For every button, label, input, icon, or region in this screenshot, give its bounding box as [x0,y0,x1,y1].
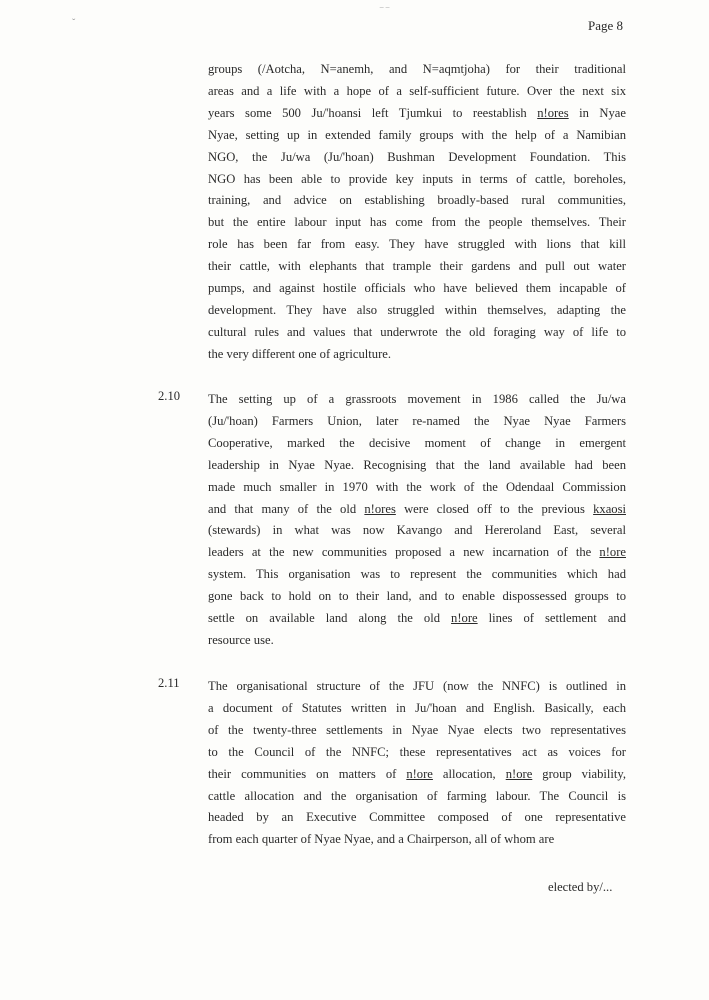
text-segment: leaders at the new communities proposed a new incarnation of the [208,545,600,560]
text-line: a document of Statutes written in Ju/'hoan and English. Basically, each [208,700,626,715]
text-segment: in Nyae [568,105,626,120]
text-line: gone back to hold on to their land, and to enable dispossessed groups to [208,589,626,604]
text-line: training, and advice on establishing broadly-based rural communities, [208,193,626,208]
scan-mark: ˇ [72,18,76,29]
text-line: groups (/Aotcha, N=anemh, and N=aqmtjoha) for their traditional [208,62,626,76]
text-segment: years some 500 Ju/'hoansi left Tjumkui to reestablish [208,105,538,120]
text-line: pumps, and against hostile officials who have believed them incapable of [208,281,626,296]
text-segment: lines of settlement and [477,611,626,626]
underlined-term: n!ore [451,611,478,626]
text-segment: group viability, [532,766,626,781]
text-segment: and that many of the old [208,501,365,516]
underlined-term: n!ore [406,766,433,781]
text-line: from each quarter of Nyae Nyae, and a Chairperson, all of whom are [208,832,555,847]
text-line: (Ju/'hoan) Farmers Union, later re-named the Nyae Nyae Farmers [208,413,626,428]
text-line [208,103,626,125]
text-line: cultural rules and values that underwrote the old foraging way of life to [208,324,626,339]
text-segment: their communities on matters of [208,766,407,781]
text-line: Nyae, setting up in extended family groups with the help of a Namibian [208,127,626,142]
text-line: system. This organisation was to represent the communities which had [208,567,626,582]
scan-mark: ‾ ‾ [380,8,390,19]
underlined-term: n!ores [364,501,396,516]
text-line: areas and a life with a hope of a self-sufficient future. Over the next six [208,83,626,98]
section-number: 2.11 [158,676,180,690]
underlined-term: n!ore [599,545,626,560]
text-line: resource use. [208,632,274,647]
text-segment: were closed off to the previous [395,501,594,516]
text-line [208,608,626,630]
text-line [208,542,626,564]
text-line: NGO, the Ju/wa (Ju/'hoan) Bushman Development Foundation. This [208,149,626,164]
text-line: Cooperative, marked the decisive moment of change in emergent [208,435,626,450]
text-line: NGO has been able to provide key inputs in terms of cattle, boreholes, [208,171,626,186]
text-line: role has been far from easy. They have struggled with lions that kill [208,237,626,252]
text-line: made much smaller in 1970 with the work of the Odendaal Commission [208,479,626,494]
text-line [208,764,626,786]
page-number: Page 8 [588,18,624,33]
text-line: to the Council of the NNFC; these representatives act as voices for [208,744,626,759]
catchword: elected by/... [548,880,613,894]
section-2-10-paragraph [208,389,626,652]
intro-paragraph [208,59,626,366]
text-line: The setting up of a grassroots movement in 1986 called the Ju/wa [208,392,626,406]
text-line: (stewards) in what was now Kavango and Hereroland East, several [208,523,626,538]
text-line: but the entire labour input has come from the people themselves. Their [208,215,626,230]
underlined-term: n!ores [537,105,569,120]
underlined-term: kxaosi [593,501,626,516]
underlined-term: n!ore [505,766,533,781]
section-2-11-paragraph [208,676,626,851]
text-line: development. They have also struggled within themselves, adapting the [208,302,626,317]
text-line: the very different one of agriculture. [208,346,391,361]
section-number: 2.10 [158,389,181,403]
text-line: of the twenty-three settlements in Nyae Nyae elects two representatives [208,722,626,737]
text-line: their cattle, with elephants that trample their gardens and pull out water [208,259,626,274]
text-segment: settle on available land along the old [208,611,452,626]
text-line: cattle allocation and the organisation of farming labour. The Council is [208,788,626,803]
text-line: The organisational structure of the JFU (now the NNFC) is outlined in [208,679,626,693]
text-line [208,499,626,521]
text-segment: allocation, [432,766,506,781]
text-line: leadership in Nyae Nyae. Recognising that the land available had been [208,457,626,472]
text-line: headed by an Executive Committee composed of one representative [208,810,626,825]
